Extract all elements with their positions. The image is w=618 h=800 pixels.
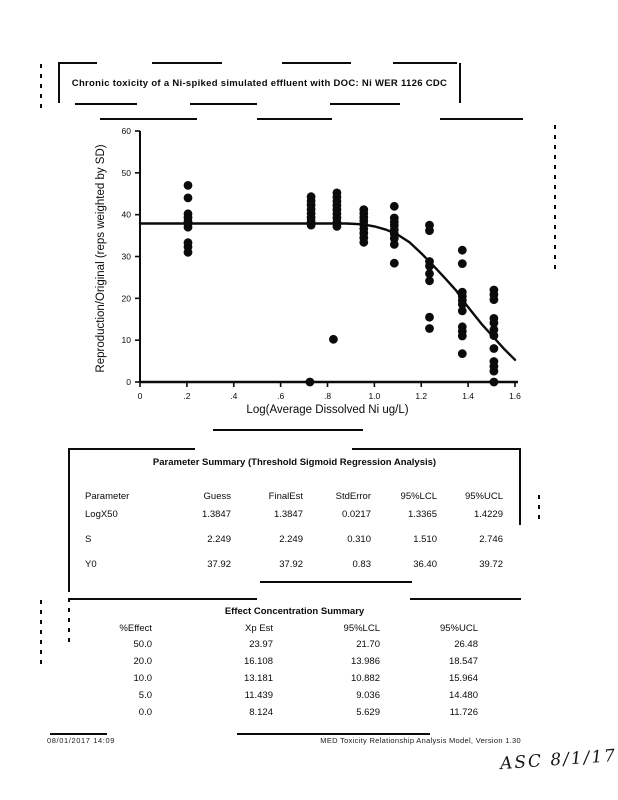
parameter-summary-title: Parameter Summary (Threshold Sigmoid Regression Analysis) (152, 457, 437, 468)
x-tick-label: .8 (323, 391, 332, 401)
y-tick-label: 10 (121, 335, 131, 346)
table-cell: 10.0 (133, 673, 152, 684)
column-header: 95%UCL (439, 622, 478, 634)
table-row (68, 653, 478, 670)
table-cell: 10.882 (350, 673, 380, 684)
table-cell: 23.97 (249, 639, 273, 650)
table-header-row (68, 620, 478, 636)
y-tick-label: 40 (121, 209, 131, 220)
data-point (490, 344, 499, 353)
x-tick-label: .6 (277, 391, 285, 401)
column-header: 95%LCL (343, 622, 380, 634)
table-header-row (68, 476, 503, 502)
table-cell: 1.4229 (473, 509, 503, 520)
table-cell: 26.48 (454, 639, 478, 650)
data-point (390, 202, 399, 211)
data-point (307, 221, 316, 230)
footer-app-name: MED Toxicity Relationship Analysis Model, Version 1.30 (320, 736, 521, 745)
toxicity-regression-chart (30, 118, 590, 418)
handwritten-note: ASC 8/1/17 (499, 745, 618, 775)
scan-artifact-line (330, 103, 400, 105)
column-header: Xp Est (245, 622, 273, 634)
table-cell: 2.249 (279, 534, 303, 545)
data-point (306, 378, 315, 387)
table-row (68, 502, 503, 527)
data-point (329, 335, 338, 344)
scan-artifact-line (40, 64, 42, 112)
column-header: Parameter (85, 491, 130, 502)
table-row (68, 687, 478, 704)
x-tick-label: .4 (230, 391, 238, 401)
table-cell: 20.0 (133, 656, 152, 667)
y-tick-label: 60 (121, 126, 131, 136)
effect-summary-section (68, 598, 521, 735)
x-tick-label: 1.4 (462, 391, 475, 401)
table-cell: 37.92 (207, 559, 231, 570)
table-cell: 50.0 (133, 639, 152, 650)
table-cell: 1.3847 (273, 509, 303, 520)
x-tick-label: 1.0 (368, 391, 381, 401)
column-header: StdError (335, 491, 371, 502)
data-point (490, 367, 499, 376)
data-point (359, 238, 368, 247)
data-point (458, 307, 467, 316)
y-tick-label: 20 (121, 293, 131, 304)
table-row (68, 704, 478, 721)
table-cell: 0.310 (347, 534, 371, 545)
table-cell: 1.3847 (201, 509, 231, 520)
table-cell: 5.629 (356, 707, 380, 718)
data-point (184, 248, 193, 257)
scan-artifact-line (190, 103, 257, 105)
data-point (458, 246, 467, 255)
table-row (68, 636, 478, 653)
data-point (490, 295, 499, 304)
data-point (458, 349, 467, 358)
table-cell: 11.439 (244, 690, 273, 701)
table-row (68, 527, 503, 552)
data-point (425, 226, 434, 235)
effect-summary-title: Effect Concentration Summary (224, 606, 365, 617)
data-point (390, 259, 399, 268)
y-tick-label: 50 (121, 167, 131, 178)
table-cell: 39.72 (479, 559, 503, 570)
data-point (458, 259, 467, 268)
data-point (184, 223, 193, 232)
table-cell: 9.036 (356, 690, 380, 701)
footer-date-time: 08/01/2017 14:09 (47, 736, 115, 745)
table-cell: 1.3365 (407, 509, 437, 520)
table-cell: 18.547 (448, 656, 478, 667)
table-cell: 15.964 (448, 673, 478, 684)
column-header: FinalEst (268, 491, 303, 502)
table-cell: 0.0 (138, 707, 152, 718)
column-header: 95%UCL (464, 491, 503, 502)
data-point (425, 276, 434, 285)
x-axis-label: Log(Average Dissolved Ni ug/L) (246, 404, 409, 416)
column-header: 95%LCL (400, 491, 437, 502)
data-point (490, 331, 499, 340)
y-tick-label: 30 (121, 251, 131, 262)
table-cell: 11.726 (449, 707, 478, 718)
table-cell: S (85, 534, 92, 545)
table-cell: LogX50 (85, 509, 118, 520)
column-header: %Effect (119, 622, 152, 634)
scan-artifact-line (213, 429, 363, 431)
x-tick-label: 1.2 (415, 391, 428, 401)
y-axis-label: Reproduction/Original (reps weighted by SD) (95, 144, 107, 373)
effect-summary-table (68, 620, 478, 721)
column-header: Guess (203, 491, 231, 502)
table-row (68, 670, 478, 687)
data-point (184, 194, 193, 203)
x-tick-label: .2 (183, 391, 191, 401)
scan-artifact-line (75, 103, 137, 105)
data-point (458, 332, 467, 341)
table-cell: 21.70 (356, 639, 380, 650)
table-cell: 5.0 (138, 690, 152, 701)
data-point (184, 181, 193, 190)
data-point (490, 378, 499, 387)
table-cell: 1.510 (413, 534, 437, 545)
table-cell: 14.480 (448, 690, 478, 701)
parameter-summary-section (68, 448, 521, 592)
table-cell: 2.249 (207, 534, 231, 545)
scan-artifact-line (40, 600, 42, 665)
table-cell: 16.108 (243, 656, 273, 667)
data-point (333, 222, 342, 231)
y-tick-label: 0 (126, 377, 131, 387)
x-tick-label: 1.6 (509, 391, 521, 401)
report-title: Chronic toxicity of a Ni-spiked simulated effluent with DOC: Ni WER 1126 CDC (71, 77, 448, 89)
table-cell: 2.746 (479, 534, 503, 545)
report-title-box (58, 63, 461, 103)
table-cell: 0.83 (352, 559, 371, 570)
scan-artifact-line (538, 495, 540, 525)
table-cell: 13.181 (243, 673, 273, 684)
table-row (68, 552, 503, 577)
table-cell: Y0 (85, 559, 97, 570)
data-point (425, 324, 434, 333)
data-point (425, 313, 434, 322)
table-cell: 13.986 (350, 656, 380, 667)
parameter-summary-table (68, 476, 503, 577)
data-point (425, 262, 434, 271)
table-cell: 0.0217 (341, 509, 371, 520)
table-cell: 8.124 (249, 707, 273, 718)
table-cell: 36.40 (413, 559, 437, 570)
x-tick-label: 0 (137, 391, 143, 401)
data-point (390, 240, 399, 249)
table-cell: 37.92 (279, 559, 303, 570)
